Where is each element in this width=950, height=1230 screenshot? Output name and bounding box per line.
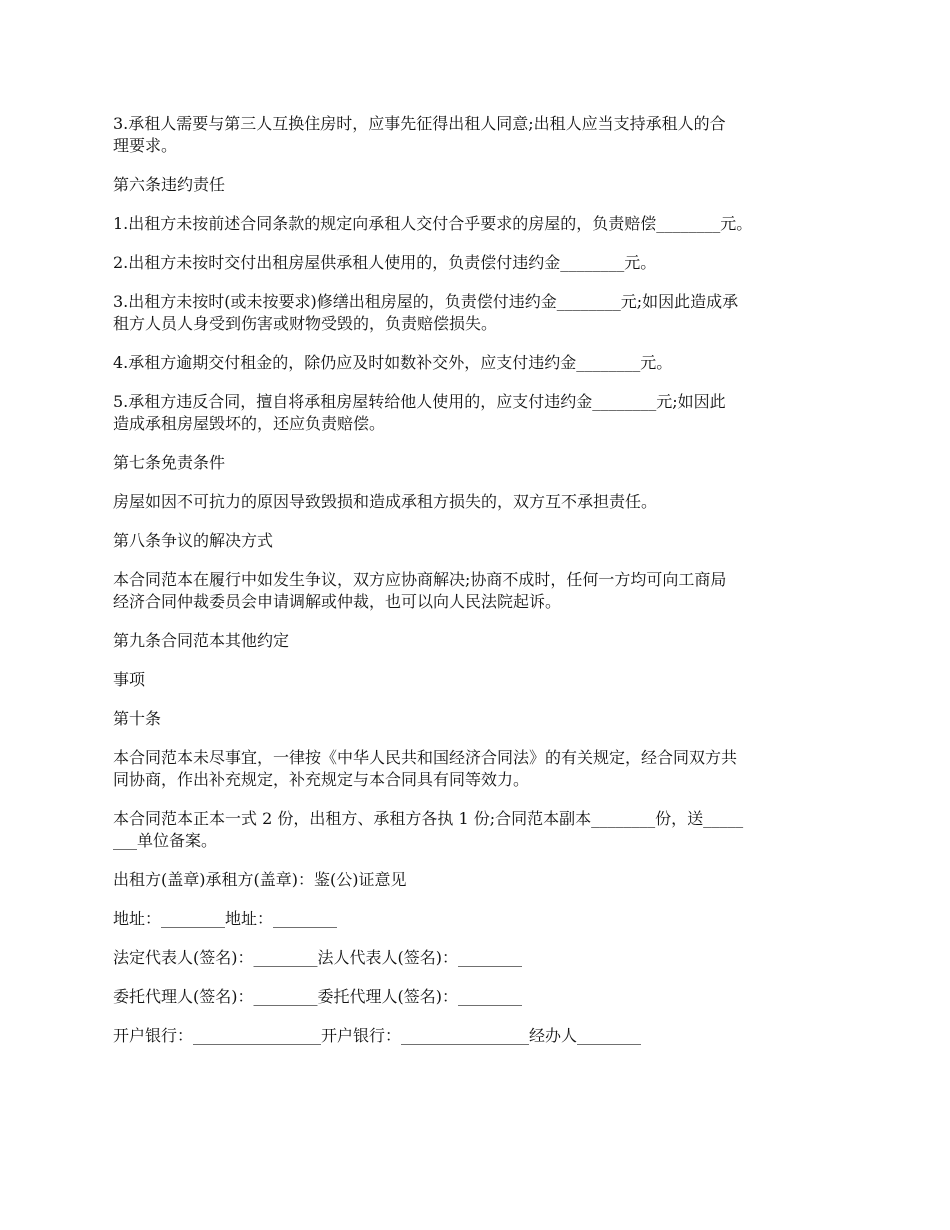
heading-article-7: 第七条免责条件: [113, 453, 226, 472]
signature-address-line: 地址：________地址：________: [113, 909, 338, 928]
heading-article-8: 第八条争议的解决方式: [113, 531, 274, 550]
paragraph-article-6-item-4: 4.承租方逾期交付租金的，除仍应及时如数补交外，应支付违约金________元。: [113, 353, 673, 372]
paragraph-article-6-item-3: 3.出租方未按时(或未按要求)修缮出租房屋的，负责偿付违约金________元;如因此造成承 租方人员人身受到伤害或财物受毁的，负责赔偿损失。: [113, 292, 739, 333]
paragraph-article-10-item-1: 本合同范本未尽事宜，一律按《中华人民共和国经济合同法》的有关规定，经合同双方共 同协商，作出补充规定，补充规定与本合同具有同等效力。: [113, 748, 738, 789]
paragraph-article-7: 房屋如因不可抗力的原因导致毁损和造成承租方损失的，双方互不承担责任。: [113, 492, 658, 511]
heading-article-6: 第六条违约责任: [113, 175, 226, 194]
paragraph-article-6-item-2: 2.出租方未按时交付出租房屋供承租人使用的，负责偿付违约金________元。: [113, 253, 657, 272]
paragraph-article-6-item-1: 1.出租方未按前述合同条款的规定向承租人交付合乎要求的房屋的，负责赔偿________元。: [113, 214, 753, 233]
paragraph-article-10-item-2: 本合同范本正本一式 2 份，出租方、承租方各执 1 份;合同范本副本________份，送_____ ___单位备案。: [113, 809, 744, 850]
paragraph-article-8: 本合同范本在履行中如发生争议，双方应协商解决;协商不成时，任何一方均可向工商局 经济合同仲裁委员会申请调解或仲裁，也可以向人民法院起诉。: [113, 570, 727, 611]
signature-bank-line: 开户银行：________________开户银行：________________经办人________: [113, 1026, 642, 1045]
paragraph-article-9: 事项: [113, 670, 146, 689]
signature-parties-line: 出租方(盖章)承租方(盖章)：鉴(公)证意见: [113, 870, 407, 889]
signature-legal-rep-line: 法定代表人(签名)：________法人代表人(签名)：________: [113, 948, 522, 967]
paragraph-article-6-item-5: 5.承租方违反合同，擅自将承租房屋转给他人使用的，应支付违约金________元;如因此 造成承租房屋毁坏的，还应负责赔偿。: [113, 392, 726, 433]
signature-agent-line: 委托代理人(签名)：________委托代理人(签名)：________: [113, 987, 522, 1006]
heading-article-9: 第九条合同范本其他约定: [113, 631, 290, 650]
heading-article-10: 第十条: [113, 709, 162, 728]
paragraph-clause-5-item-3: 3.承租人需要与第三人互换住房时，应事先征得出租人同意;出租人应当支持承租人的合 理要求。: [113, 114, 726, 155]
